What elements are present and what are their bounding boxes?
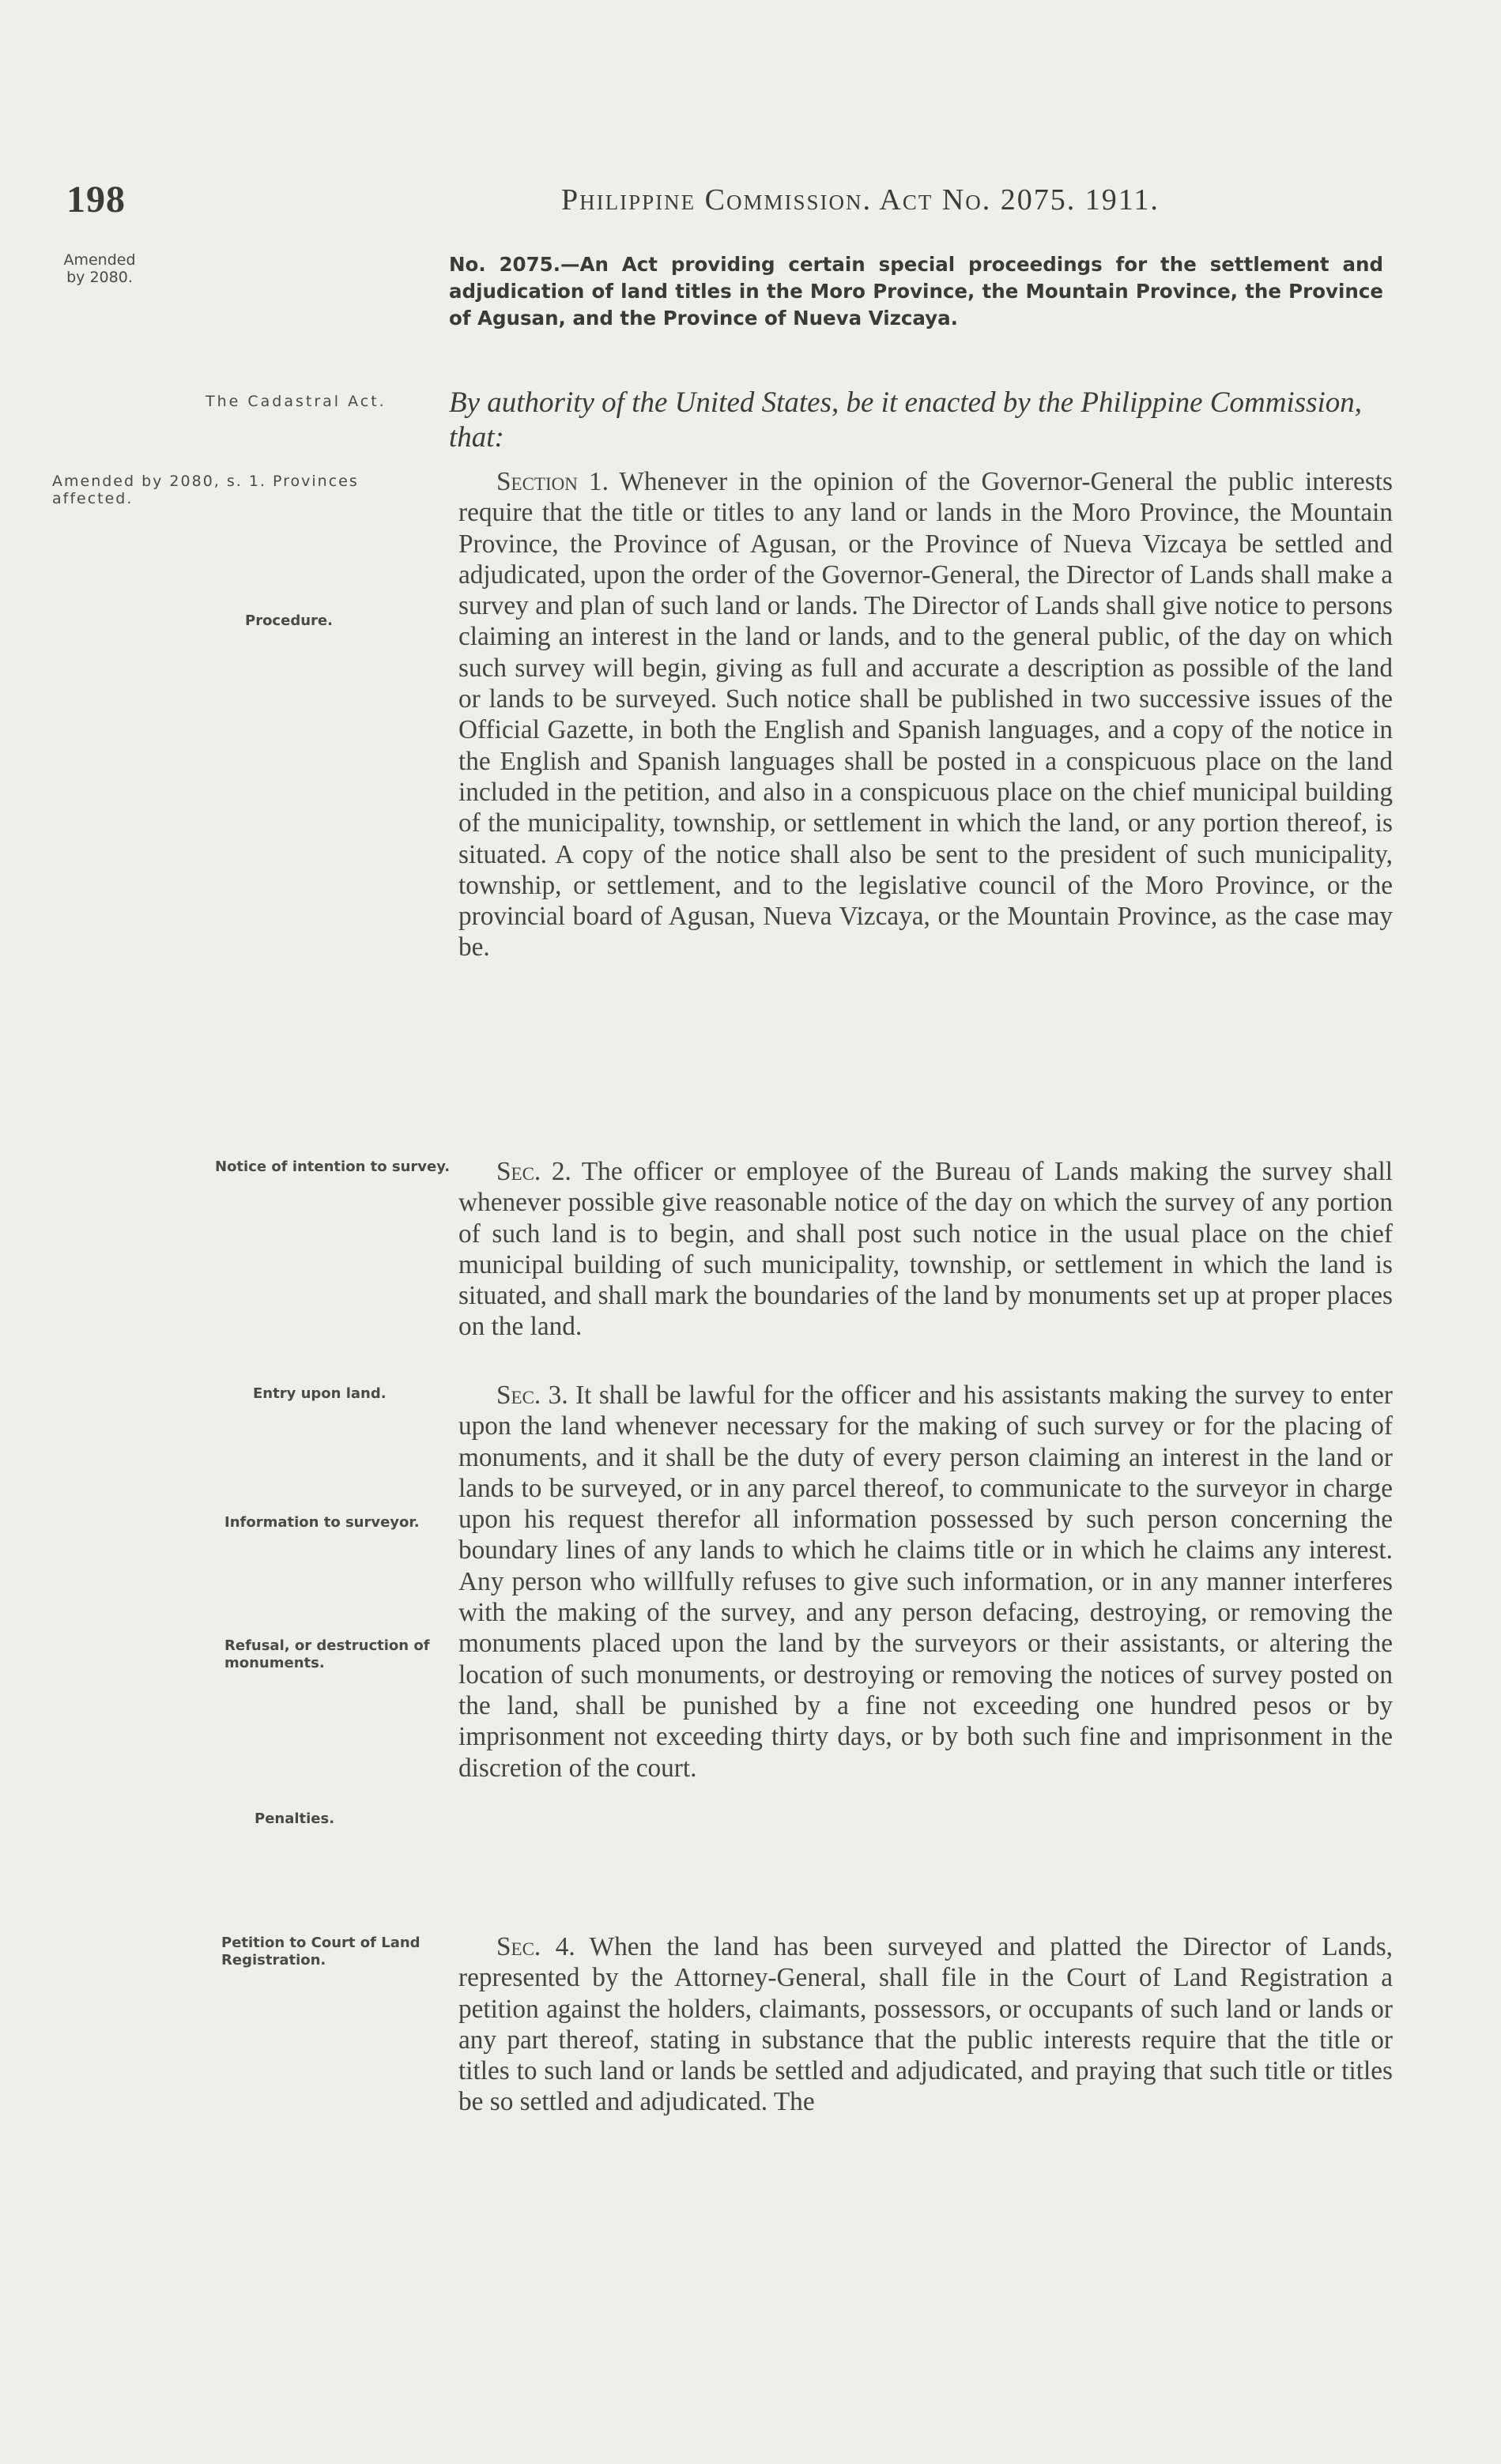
margin-note-refusal: Refusal, or destruction of monuments. [224,1637,430,1671]
section-2-label: Sec. 2. [496,1157,571,1186]
margin-note-cadastral-act: The Cadastral Act. [206,393,387,410]
section-1-text: Whenever in the opinion of the Governor-General the public interests require that the title or titles to any land or lands in the Moro Province, the Mountain Province, the Province of Agusan, or the Province of Nueva Vizcaya be settled and adjudicated, upon the order of the Governor-General, the Director of Lands shall make a survey and plan of such land or lands. The Director of Lands shall give notice to persons claiming an interest in the land or lands, and to the general public, of the day on which such survey will begin, giving as full and accurate a description as possible of the land or lands to be surveyed. Such notice shall be published in two successive issues of the Official Gazette, in both the English and Spanish languages, and a copy of the notice in the English and Spanish languages shall be posted in a conspicuous place on the land included in the petition, and also in a conspicuous place on the chief municipal building of the municipality, township, or settlement in which the land, or any portion thereof, is situated. A copy of the notice shall also be sent to the president of such municipality, township, or settlement, and to the legislative council of the Moro Province, or the provincial board of Agusan, Nueva Vizcaya, or the Mountain Province, as the case may be. [458,467,1393,963]
section-4-label: Sec. 4. [496,1932,575,1961]
enacting-clause: By authority of the United States, be it enacted by the Philippine Commission, that: [449,386,1363,454]
margin-note-procedure: Procedure. [245,612,333,629]
margin-note-provinces-affected: Amended by 2080, s. 1. Provinces affected. [52,473,359,507]
margin-note-entry-upon-land: Entry upon land. [253,1385,387,1402]
margin-note-penalties: Penalties. [255,1810,335,1827]
section-3 [458,1380,1393,1784]
section-3-label: Sec. 3. [496,1381,568,1410]
running-head: Philippine Commission. Act No. 2075. 1911. [561,183,1160,217]
margin-note-petition: Petition to Court of Land Registration. [221,1935,421,1969]
act-title-text: —An Act providing certain special proceedings for the settlement and adjudication of land titles in the Moro Province, the Mountain Province, the Province of Agusan, and the Province of Nueva Vizcaya. [449,253,1384,330]
page-number: 198 [66,179,126,220]
margin-note-amended-title: Amended by 2080. [63,251,136,286]
section-3-text: It shall be lawful for the officer and his assistants making the survey to enter upon the land whenever necessary for the making of such survey or for the placing of monuments, and it shall be the duty of every person claiming an interest in the land or lands to be surveyed, or in any parcel thereof, to communicate to the surveyor in charge upon his request therefor all information possessed by such person concerning the boundary lines of any lands to which he claims title or in which he claims any interest. Any person who willfully refuses to give such information, or in any manner interferes with the making of the survey, and any person defacing, destroying, or removing the monuments placed upon the land by the surveyors or their assistants, or altering the location of such monuments, or destroying or removing the notices of survey posted on the land, shall be punished by a fine not exceeding one hundred pesos or by imprisonment not exceeding thirty days, or by both such fine and imprisonment in the discretion of the court. [458,1381,1393,1783]
act-number: No. 2075. [449,253,561,276]
margin-note-notice-of-intention: Notice of intention to survey. [215,1159,451,1175]
section-1-label: Section 1. [496,467,609,496]
section-1 [458,466,1393,963]
page-header [66,178,1276,225]
act-title [449,251,1383,332]
section-2 [458,1156,1393,1343]
section-4 [458,1931,1393,2118]
margin-note-information-to-surveyor: Information to surveyor. [224,1514,420,1531]
section-2-text: The officer or employee of the Bureau of Lands making the survey shall whenever possible give reasonable notice of the day on which the survey of any portion of such land is to begin, and shall post such notice in the usual place on the chief municipal building of such municipality, township, or settlement in which the land is situated, and shall mark the boundaries of the land by monuments set up at proper places on the land. [458,1157,1393,1342]
section-4-text: When the land has been surveyed and platted the Director of Lands, represented by the Attorney-General, shall file in the Court of Land Registration a petition against the holders, claimants, possessors, or occupants of such land or lands or any part thereof, stating in substance that the public interests require that the title or titles to such land or lands be settled and adjudicated, and praying that such title or titles be so settled and adjudicated. The [458,1932,1393,2117]
